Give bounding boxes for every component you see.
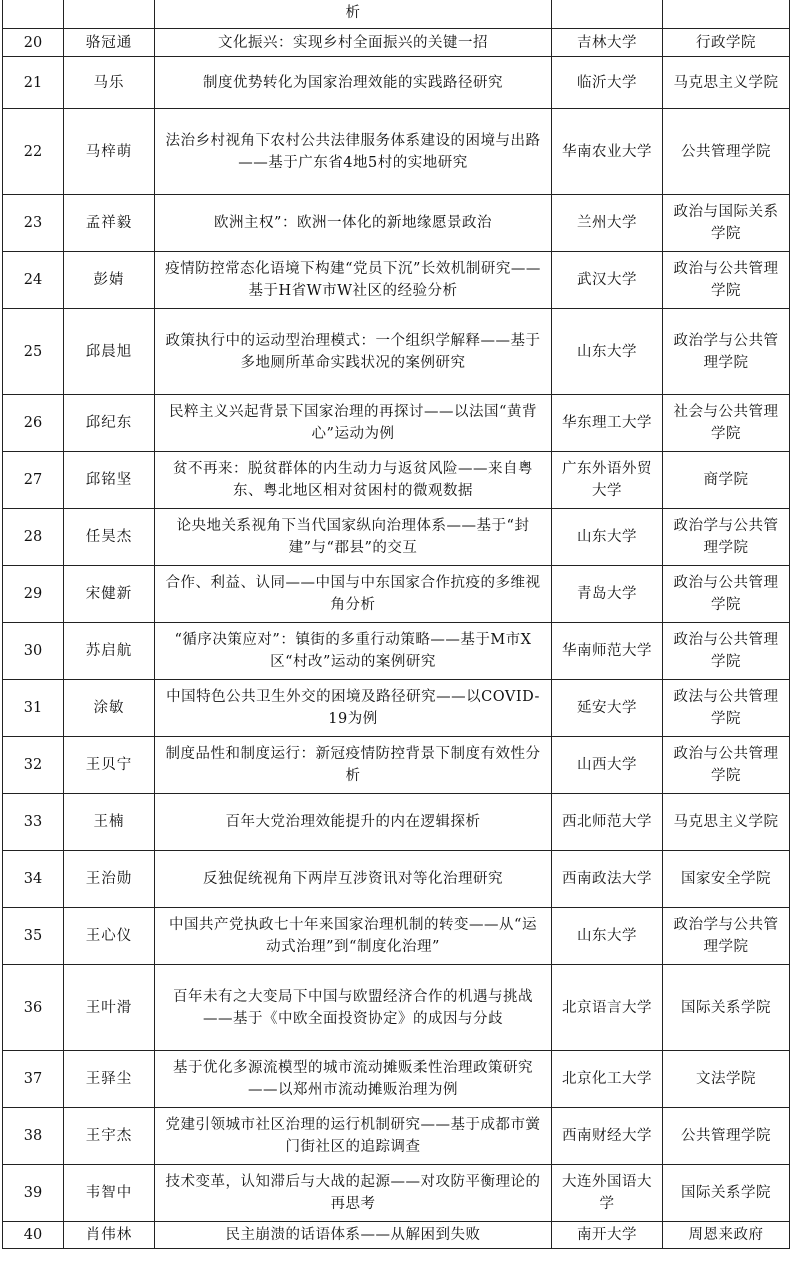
table-row [3, 1051, 790, 1108]
cell-no: 20 [3, 29, 64, 57]
cell-title: 欧洲主权”：欧洲一体化的新地缘愿景政治 [155, 195, 552, 252]
cell-no: 38 [3, 1108, 64, 1165]
cell-title: 合作、利益、认同——中国与中东国家合作抗疫的多维视角分析 [155, 566, 552, 623]
cell-title: “循序决策应对”：镇街的多重行动策略——基于M市X区“村改”运动的案例研究 [155, 623, 552, 680]
table-row [3, 1108, 790, 1165]
table-row [3, 1165, 790, 1222]
cell-university [552, 0, 663, 29]
cell-no: 21 [3, 57, 64, 109]
cell-no: 39 [3, 1165, 64, 1222]
table-row [3, 395, 790, 452]
cell-university: 西南政法大学 [552, 851, 663, 908]
cell-department: 公共管理学院 [663, 109, 790, 195]
cell-name: 王治勋 [64, 851, 155, 908]
cell-title: 民主崩溃的话语体系——从解困到失败 [155, 1222, 552, 1249]
cell-name: 骆冠通 [64, 29, 155, 57]
cell-name: 王宇杰 [64, 1108, 155, 1165]
cell-university: 北京语言大学 [552, 965, 663, 1051]
cell-name: 马乐 [64, 57, 155, 109]
cell-no: 33 [3, 794, 64, 851]
cell-department: 政治学与公共管理学院 [663, 908, 790, 965]
cell-title: 贫不再来：脱贫群体的内生动力与返贫风险——来自粤东、粤北地区相对贫困村的微观数据 [155, 452, 552, 509]
cell-university: 兰州大学 [552, 195, 663, 252]
cell-no: 24 [3, 252, 64, 309]
table-row [3, 309, 790, 395]
cell-department: 国际关系学院 [663, 965, 790, 1051]
cell-department: 政治学与公共管理学院 [663, 509, 790, 566]
table-row-continuation [3, 0, 790, 29]
cell-name: 宋健新 [64, 566, 155, 623]
table-row [3, 680, 790, 737]
cell-no: 22 [3, 109, 64, 195]
cell-name: 肖伟林 [64, 1222, 155, 1249]
cell-department: 文法学院 [663, 1051, 790, 1108]
cell-name: 邱铭坚 [64, 452, 155, 509]
cell-department: 政法与公共管理学院 [663, 680, 790, 737]
cell-title: 制度优势转化为国家治理效能的实践路径研究 [155, 57, 552, 109]
cell-title: 百年未有之大变局下中国与欧盟经济合作的机遇与挑战——基于《中欧全面投资协定》的成因与分歧 [155, 965, 552, 1051]
cell-department: 政治与公共管理学院 [663, 623, 790, 680]
cell-name: 邱纪东 [64, 395, 155, 452]
cell-title: 反独促统视角下两岸互涉资讯对等化治理研究 [155, 851, 552, 908]
cell-department: 商学院 [663, 452, 790, 509]
table-row [3, 794, 790, 851]
cell-university: 华南农业大学 [552, 109, 663, 195]
cell-university: 华南师范大学 [552, 623, 663, 680]
table-row [3, 57, 790, 109]
cell-no: 31 [3, 680, 64, 737]
award-list-table [2, 0, 790, 1249]
table-row [3, 29, 790, 57]
cell-university: 青岛大学 [552, 566, 663, 623]
cell-title: 党建引领城市社区治理的运行机制研究——基于成都市黉门街社区的追踪调查 [155, 1108, 552, 1165]
cell-no [3, 0, 64, 29]
table-row [3, 566, 790, 623]
table-row [3, 623, 790, 680]
cell-name: 涂敏 [64, 680, 155, 737]
cell-department: 国际关系学院 [663, 1165, 790, 1222]
cell-title: 法治乡村视角下农村公共法律服务体系建设的困境与出路——基于广东省4地5村的实地研究 [155, 109, 552, 195]
cell-title: 民粹主义兴起背景下国家治理的再探讨——以法国“黄背心”运动为例 [155, 395, 552, 452]
cell-department: 周恩来政府 [663, 1222, 790, 1249]
cell-department: 政治与国际关系学院 [663, 195, 790, 252]
cell-university: 南开大学 [552, 1222, 663, 1249]
cell-no: 34 [3, 851, 64, 908]
cell-name: 王楠 [64, 794, 155, 851]
cell-title-fragment: 析 [155, 0, 552, 29]
cell-no: 35 [3, 908, 64, 965]
cell-university: 延安大学 [552, 680, 663, 737]
cell-university: 山东大学 [552, 509, 663, 566]
table-row [3, 1222, 790, 1249]
cell-university: 广东外语外贸大学 [552, 452, 663, 509]
cell-university: 临沂大学 [552, 57, 663, 109]
cell-university: 华东理工大学 [552, 395, 663, 452]
cell-name: 任昊杰 [64, 509, 155, 566]
cell-no: 27 [3, 452, 64, 509]
cell-no: 40 [3, 1222, 64, 1249]
cell-name [64, 0, 155, 29]
cell-name: 彭婧 [64, 252, 155, 309]
cell-department: 马克思主义学院 [663, 794, 790, 851]
cell-no: 36 [3, 965, 64, 1051]
table-row [3, 252, 790, 309]
cell-title: 论央地关系视角下当代国家纵向治理体系——基于“封建”与“郡县”的交互 [155, 509, 552, 566]
cell-department: 政治与公共管理学院 [663, 566, 790, 623]
cell-title: 中国特色公共卫生外交的困境及路径研究——以COVID-19为例 [155, 680, 552, 737]
cell-university: 西南财经大学 [552, 1108, 663, 1165]
cell-title: 制度品性和制度运行：新冠疫情防控背景下制度有效性分析 [155, 737, 552, 794]
cell-title: 百年大党治理效能提升的内在逻辑探析 [155, 794, 552, 851]
cell-university: 武汉大学 [552, 252, 663, 309]
cell-department: 马克思主义学院 [663, 57, 790, 109]
cell-no: 23 [3, 195, 64, 252]
cell-university: 西北师范大学 [552, 794, 663, 851]
cell-name: 邱晨旭 [64, 309, 155, 395]
cell-title: 政策执行中的运动型治理模式：一个组织学解释——基于多地厕所革命实践状况的案例研究 [155, 309, 552, 395]
cell-title: 基于优化多源流模型的城市流动摊贩柔性治理政策研究——以郑州市流动摊贩治理为例 [155, 1051, 552, 1108]
table-row [3, 965, 790, 1051]
cell-department [663, 0, 790, 29]
cell-name: 孟祥毅 [64, 195, 155, 252]
cell-no: 37 [3, 1051, 64, 1108]
table-row [3, 737, 790, 794]
cell-university: 山东大学 [552, 908, 663, 965]
cell-department: 政治与公共管理学院 [663, 252, 790, 309]
table-row [3, 452, 790, 509]
cell-title: 中国共产党执政七十年来国家治理机制的转变——从“运动式治理”到“制度化治理” [155, 908, 552, 965]
cell-name: 马梓萌 [64, 109, 155, 195]
cell-name: 王叶滑 [64, 965, 155, 1051]
cell-name: 苏启航 [64, 623, 155, 680]
table-row [3, 509, 790, 566]
cell-department: 社会与公共管理学院 [663, 395, 790, 452]
cell-no: 30 [3, 623, 64, 680]
cell-no: 26 [3, 395, 64, 452]
cell-department: 政治与公共管理学院 [663, 737, 790, 794]
cell-department: 公共管理学院 [663, 1108, 790, 1165]
cell-university: 北京化工大学 [552, 1051, 663, 1108]
cell-university: 山西大学 [552, 737, 663, 794]
cell-no: 25 [3, 309, 64, 395]
table-row [3, 851, 790, 908]
cell-name: 王心仪 [64, 908, 155, 965]
cell-university: 大连外国语大学 [552, 1165, 663, 1222]
cell-no: 29 [3, 566, 64, 623]
table-body [3, 0, 790, 1249]
cell-university: 山东大学 [552, 309, 663, 395]
table-row [3, 109, 790, 195]
cell-no: 28 [3, 509, 64, 566]
cell-title: 疫情防控常态化语境下构建“党员下沉”长效机制研究——基于H省W市W社区的经验分析 [155, 252, 552, 309]
cell-name: 韦智中 [64, 1165, 155, 1222]
cell-department: 政治学与公共管理学院 [663, 309, 790, 395]
cell-name: 王贝宁 [64, 737, 155, 794]
table-row [3, 908, 790, 965]
cell-university: 吉林大学 [552, 29, 663, 57]
cell-name: 王驿尘 [64, 1051, 155, 1108]
cell-title: 文化振兴：实现乡村全面振兴的关键一招 [155, 29, 552, 57]
cell-no: 32 [3, 737, 64, 794]
table-row [3, 195, 790, 252]
cell-department: 行政学院 [663, 29, 790, 57]
cell-department: 国家安全学院 [663, 851, 790, 908]
cell-title: 技术变革，认知滞后与大战的起源——对攻防平衡理论的再思考 [155, 1165, 552, 1222]
